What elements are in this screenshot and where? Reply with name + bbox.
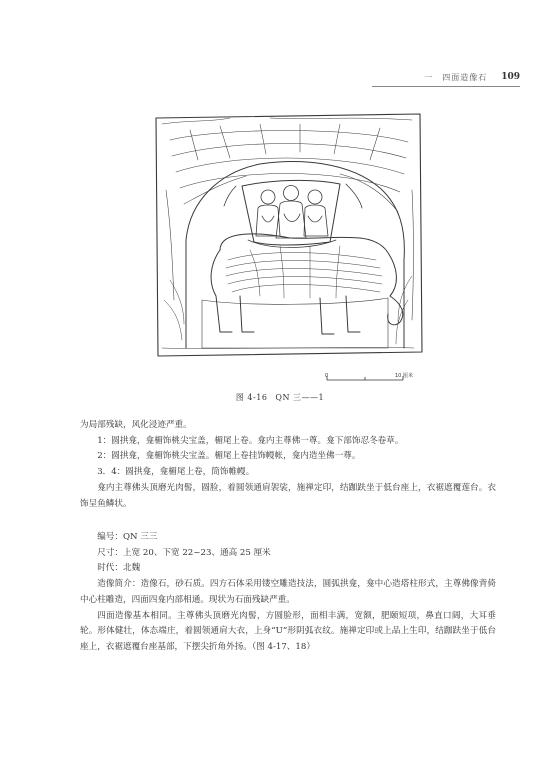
scale-bar — [325, 372, 415, 390]
paragraph: 3．4：圆拱龛，龛楣尾上卷，筒饰帷幔。 — [97, 467, 255, 478]
scale-zero-label: 0 — [325, 373, 329, 379]
entry-body: 四面造像基本相同。主尊佛头顶磨光肉髻，方圆脸形，面相丰满，宽额，肥颐短项，鼻直口阔，大耳垂轮。形体健壮，体态端庄，着圆领通肩大衣，上身“U”形阴弧衣纹。施禅定印或上品上生印，结跏趺坐于低台座上，衣裾遮覆台座基部，下摆尖折角外扬。（图 4-17、18） — [80, 610, 496, 652]
running-head — [380, 70, 520, 84]
paragraph: 龛内主尊佛头顶磨光肉髻，圆脸，着圆领通肩袈裟，施禅定印，结跏趺坐于低台座上，衣裾遮覆莲台。衣饰呈鱼鳞状。 — [80, 482, 496, 509]
caption-title: QN 三——1 — [275, 393, 325, 402]
paragraph: 为局部残缺，风化浸迹严重。 — [80, 420, 192, 430]
entry-intro: 造像简介：造像石，砂石质。四方石体采用镂空雕造技法，圆弧拱龛，龛中心造塔柱形式，主尊佛像背倚中心柱雕造，四面四龛内部相通。现状为石面残缺严重。 — [80, 579, 496, 605]
paragraph: 1：圆拱龛，龛楣饰桃尖宝盖，楣尾上卷。龛内主尊佛一尊。龛下部饰忍冬卷草。 — [97, 435, 404, 446]
paragraph: 2：圆拱龛，龛楣饰桃尖宝盖。楣尾上卷挂饰幔帐，龛内造坐佛一尊。 — [97, 451, 361, 462]
entry-size: 尺寸：上宽 20、下宽 22~23、通高 25 厘米 — [97, 547, 271, 558]
entry-era: 时代：北魏 — [97, 563, 141, 574]
page-number: 109 — [501, 72, 520, 82]
entry-number: 编号：QN 三三 — [97, 532, 158, 542]
scale-max-label: 10 厘米 — [395, 373, 413, 379]
body-text-top — [80, 418, 496, 512]
header-rule — [372, 86, 520, 87]
figure-caption — [180, 392, 380, 403]
section-title: 一 四面造像石 — [424, 72, 488, 82]
caption-label: 图 4-16 — [235, 393, 268, 402]
catalog-entry — [80, 530, 496, 656]
figure-line-drawing — [150, 100, 426, 365]
